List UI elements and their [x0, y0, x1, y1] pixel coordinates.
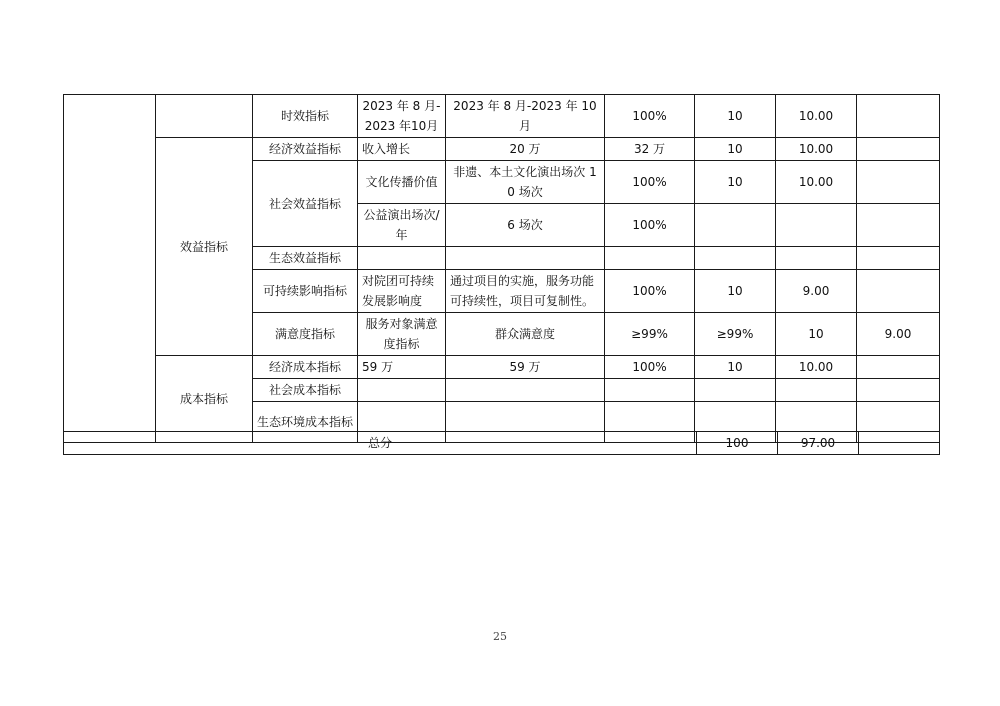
actual-cell: 32 万 [605, 138, 695, 161]
remark-cell [857, 379, 940, 402]
index-cell: 59 万 [358, 356, 446, 379]
level1-cell [64, 95, 156, 443]
actual-cell: ≥99% [695, 313, 776, 356]
target-cell [446, 247, 605, 270]
index-cell: 文化传播价值 [358, 161, 446, 204]
total-row [64, 432, 940, 455]
target-cell [446, 379, 605, 402]
total-label: 总分 [64, 432, 697, 455]
index-cell [358, 379, 446, 402]
sub-indicator-cell: 经济成本指标 [253, 356, 358, 379]
sub-indicator-cell: 时效指标 [253, 95, 358, 138]
index-cell: 对院团可持续发展影响度 [358, 270, 446, 313]
weight-cell [695, 247, 776, 270]
index-cell [358, 247, 446, 270]
category-cell-cost: 成本指标 [156, 356, 253, 443]
remark-cell [857, 204, 940, 247]
total-weight: 100 [697, 432, 778, 455]
total-row-table [63, 431, 940, 455]
table-row [64, 138, 940, 161]
performance-table [63, 94, 940, 443]
weight-cell: 10 [695, 161, 776, 204]
weight-cell: 10 [695, 270, 776, 313]
category-cell-satisfaction: 满意度指标 [253, 313, 358, 356]
level2-cell [156, 95, 253, 138]
sub-indicator-cell: 社会效益指标 [253, 161, 358, 247]
remark-cell [857, 95, 940, 138]
target-cell: 20 万 [446, 138, 605, 161]
target-cell: 通过项目的实施，服务功能可持续性，项目可复制性。 [446, 270, 605, 313]
category-cell-benefit: 效益指标 [156, 138, 253, 356]
score-cell [776, 204, 857, 247]
score-cell [776, 247, 857, 270]
actual-cell: 100% [605, 204, 695, 247]
table-row [64, 95, 940, 138]
score-cell: 10.00 [776, 356, 857, 379]
index-cell: 群众满意度 [446, 313, 605, 356]
table-row [64, 356, 940, 379]
weight-cell [695, 204, 776, 247]
actual-cell: 100% [605, 95, 695, 138]
weight-cell: 10 [695, 356, 776, 379]
target-cell: 非遗、本土文化演出场次 10 场次 [446, 161, 605, 204]
remark-cell [857, 356, 940, 379]
weight-cell: 10 [695, 95, 776, 138]
remark-cell [857, 270, 940, 313]
score-cell: 10.00 [776, 138, 857, 161]
score-cell: 10.00 [776, 161, 857, 204]
sub-indicator-cell: 生态环境成本指标 [253, 402, 358, 443]
sub-indicator-cell: 生态效益指标 [253, 247, 358, 270]
weight-cell [695, 379, 776, 402]
score-cell: 9.00 [857, 313, 940, 356]
page-number: 25 [493, 630, 507, 643]
actual-cell: 100% [605, 161, 695, 204]
index-cell: 公益演出场次/年 [358, 204, 446, 247]
actual-cell: 100% [605, 270, 695, 313]
target-cell: 59 万 [446, 356, 605, 379]
sub-indicator-cell: 社会成本指标 [253, 379, 358, 402]
weight-cell: 10 [695, 138, 776, 161]
index-cell: 收入增长 [358, 138, 446, 161]
index-cell: 2023 年 8 月-2023 年10月 [358, 95, 446, 138]
remark-cell [857, 161, 940, 204]
weight-cell: 10 [776, 313, 857, 356]
score-cell [776, 379, 857, 402]
remark-cell [857, 247, 940, 270]
remark-cell [857, 138, 940, 161]
target-cell: 2023 年 8 月-2023 年 10 月 [446, 95, 605, 138]
actual-cell: 100% [605, 356, 695, 379]
target-cell: 6 场次 [446, 204, 605, 247]
sub-indicator-cell: 服务对象满意度指标 [358, 313, 446, 356]
target-cell: ≥99% [605, 313, 695, 356]
score-cell: 9.00 [776, 270, 857, 313]
score-cell: 10.00 [776, 95, 857, 138]
sub-indicator-cell: 可持续影响指标 [253, 270, 358, 313]
actual-cell [605, 247, 695, 270]
remark-cell [859, 432, 940, 455]
sub-indicator-cell: 经济效益指标 [253, 138, 358, 161]
total-score: 97.00 [778, 432, 859, 455]
actual-cell [605, 379, 695, 402]
